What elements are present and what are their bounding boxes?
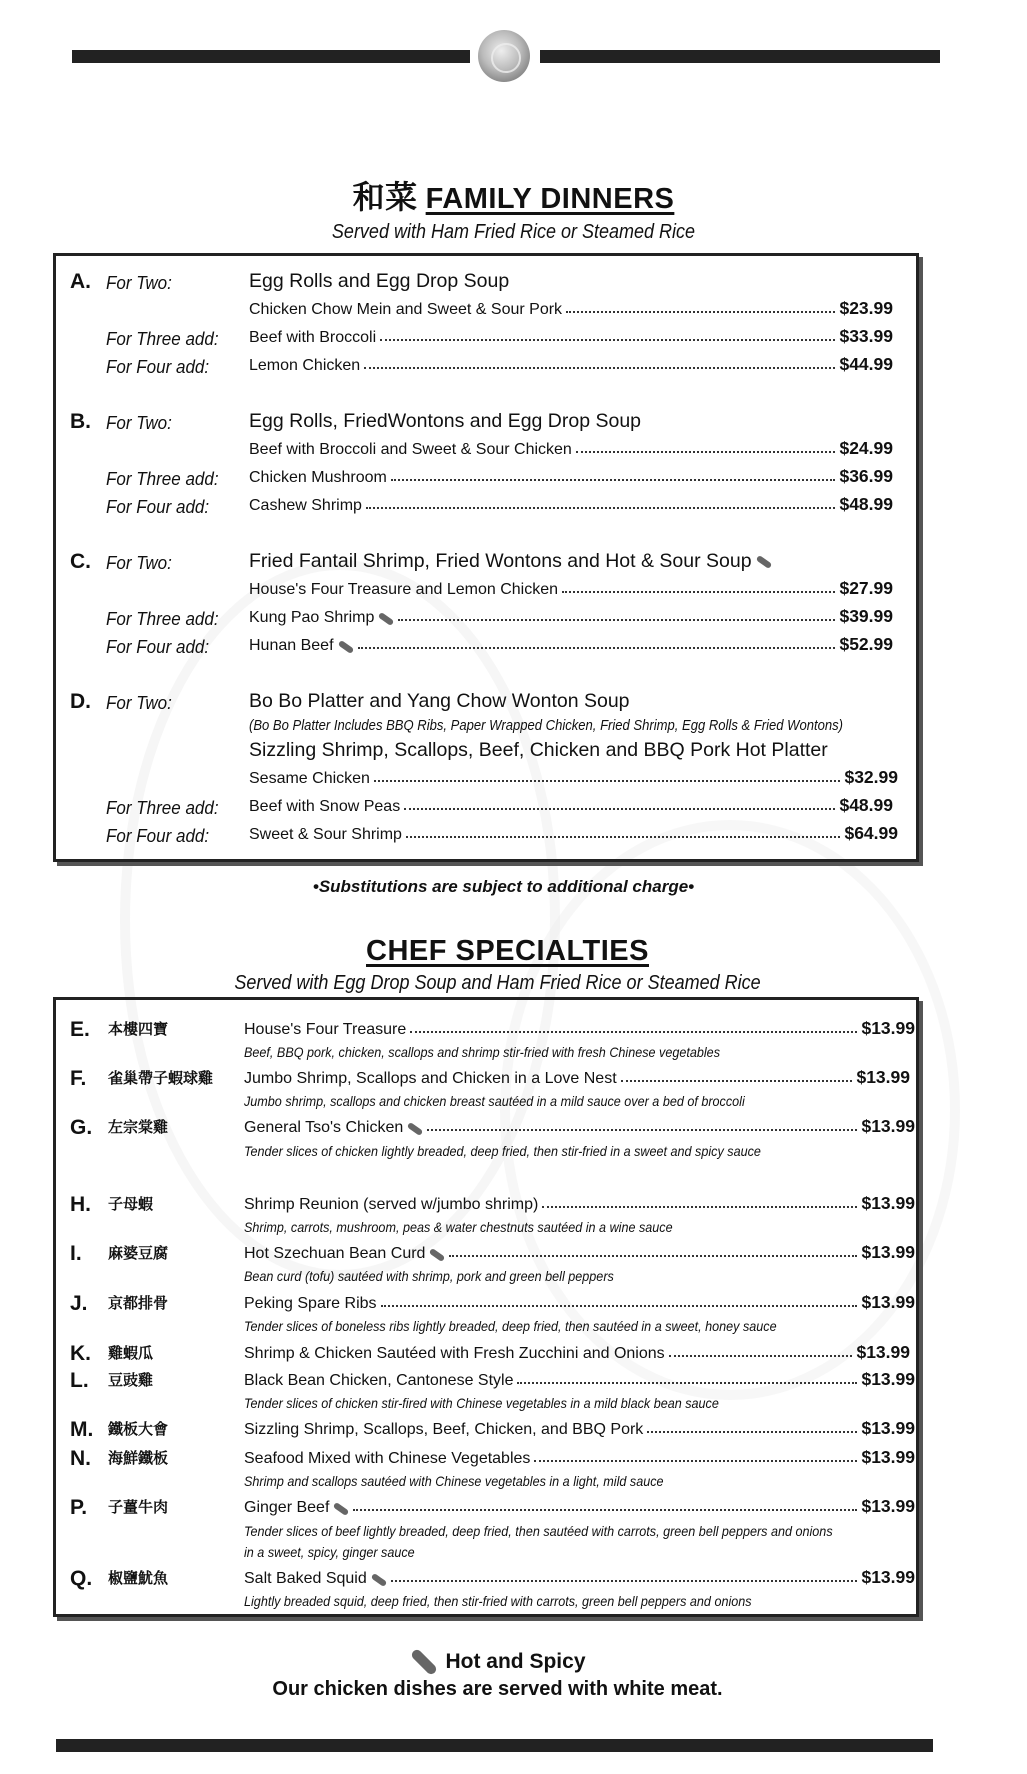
row-label: For Three add: — [106, 468, 219, 489]
item-letter: G. — [70, 1116, 93, 1139]
row-text: Lemon Chicken — [249, 357, 361, 374]
menu-line — [249, 298, 893, 319]
item-price: $13.99 — [861, 1567, 915, 1587]
section-letter: D. — [70, 690, 91, 713]
leader-dots — [621, 1079, 853, 1082]
row-label: For Three add: — [106, 797, 219, 818]
item-name: Shrimp & Chicken Sautéed with Fresh Zucchini and Onions — [244, 1345, 665, 1362]
hot-pepper-icon — [337, 640, 354, 654]
item-cn-name: 京都排骨 — [108, 1294, 169, 1312]
item-name: Seafood Mixed with Chinese Vegetables — [244, 1450, 531, 1467]
item-letter: F. — [70, 1067, 87, 1090]
item-desc: Lightly breaded squid, deep fried, then stir-fried with carrots, green bell peppers and onions — [244, 1593, 752, 1609]
item-cn-name: 鐵板大會 — [108, 1420, 169, 1438]
item-desc: Tender slices of beef lightly breaded, deep fried, then sautéed with carrots, green bell peppers and onions — [244, 1523, 833, 1539]
item-desc: Jumbo shrimp, scallops and chicken breast sautéed in a mild sauce over a bed of broccoli — [244, 1093, 745, 1109]
leader-dots — [669, 1354, 853, 1357]
menu-line — [249, 578, 893, 599]
dragon-seal-icon — [478, 30, 530, 82]
menu-line — [249, 795, 893, 816]
menu-line — [249, 466, 893, 487]
row-text: Cashew Shrimp — [249, 497, 362, 514]
spicy-legend — [0, 1650, 1011, 1674]
leader-dots — [647, 1430, 857, 1433]
item-cn-name: 雀巢帶子蝦球雞 — [108, 1069, 214, 1087]
row-text: Beef with Broccoli and Sweet & Sour Chicken — [249, 441, 572, 458]
item-letter: P. — [70, 1496, 88, 1519]
item-name: General Tso's Chicken — [244, 1119, 404, 1136]
leader-dots — [381, 1304, 858, 1307]
item-name: Jumbo Shrimp, Scallops and Chicken in a Love Nest — [244, 1070, 617, 1087]
hot-pepper-icon — [429, 1248, 446, 1262]
menu-line — [244, 1067, 910, 1088]
bottom-rule — [56, 1739, 933, 1752]
platter-note: (Bo Bo Platter Includes BBQ Ribs, Paper Wrapped Chicken, Fried Shrimp, Egg Rolls & Fried Wontons) — [249, 718, 844, 734]
row-text: Chicken Mushroom — [249, 469, 387, 486]
item-cn-name: 左宗棠雞 — [108, 1118, 169, 1136]
family-dinners-subtitle: Served with Ham Fried Rice or Steamed Rice — [331, 221, 696, 243]
leader-dots — [534, 1459, 857, 1462]
menu-line — [249, 767, 898, 788]
menu-line — [244, 1567, 915, 1588]
row-label: For Three add: — [106, 328, 219, 349]
row-text: Beef with Broccoli — [249, 329, 377, 346]
menu-line — [244, 1418, 915, 1439]
item-letter: E. — [70, 1018, 90, 1041]
leader-dots — [364, 366, 835, 369]
item-price: $13.99 — [861, 1292, 915, 1312]
top-rule-left — [72, 50, 470, 63]
row-text: House's Four Treasure and Lemon Chicken — [249, 581, 558, 598]
leader-dots — [449, 1254, 857, 1257]
item-letter: K. — [70, 1342, 91, 1365]
menu-line — [249, 494, 893, 515]
item-price: $13.99 — [861, 1447, 915, 1467]
row-text: Fried Fantail Shrimp, Fried Wontons and Hot & Sour Soup — [249, 550, 752, 572]
item-letter: M. — [70, 1418, 94, 1441]
section-letter: C. — [70, 550, 91, 573]
row-label: For Four add: — [106, 356, 210, 377]
leader-dots — [562, 590, 835, 593]
menu-line — [244, 1292, 915, 1313]
item-letter: H. — [70, 1193, 91, 1216]
leader-dots — [406, 835, 841, 838]
row-text: Hunan Beef — [249, 637, 334, 654]
item-name: Black Bean Chicken, Cantonese Style — [244, 1372, 514, 1389]
item-name: Ginger Beef — [244, 1499, 330, 1516]
menu-line — [249, 823, 898, 844]
row-price: $36.99 — [839, 466, 893, 486]
item-letter: I. — [70, 1242, 82, 1265]
menu-line — [244, 1116, 915, 1137]
leader-dots — [380, 338, 835, 341]
item-price: $13.99 — [856, 1067, 910, 1087]
menu-line — [244, 1447, 915, 1468]
leader-dots — [353, 1508, 857, 1511]
row-price: $24.99 — [839, 438, 893, 458]
hot-pepper-icon — [378, 612, 395, 626]
leader-dots — [517, 1381, 857, 1384]
leader-dots — [358, 646, 836, 649]
row-label: For Four add: — [106, 636, 210, 657]
menu-line — [249, 438, 893, 459]
section-letter: A. — [70, 270, 91, 293]
menu-line — [244, 1242, 915, 1263]
row-text: Bo Bo Platter and Yang Chow Wonton Soup — [249, 690, 630, 712]
item-name: Salt Baked Squid — [244, 1570, 367, 1587]
menu-line — [249, 606, 893, 627]
item-name: House's Four Treasure — [244, 1021, 407, 1038]
row-label: For Two: — [106, 412, 172, 433]
leader-dots — [374, 779, 841, 782]
row-price: $44.99 — [839, 354, 893, 374]
hot-pepper-icon — [333, 1502, 350, 1516]
row-text: Beef with Snow Peas — [249, 798, 401, 815]
menu-line — [244, 1193, 915, 1214]
chef-specialties-title: CHEF SPECIALTIES — [366, 935, 649, 967]
row-label: For Two: — [106, 272, 172, 293]
item-price: $13.99 — [856, 1342, 910, 1362]
item-cn-name: 子薑牛肉 — [108, 1498, 169, 1516]
substitution-note: •Substitutions are subject to additional charge• — [312, 877, 695, 896]
item-letter: Q. — [70, 1567, 93, 1590]
item-letter: N. — [70, 1447, 91, 1470]
chef-specialties-subtitle: Served with Egg Drop Soup and Ham Fried Rice or Steamed Rice — [234, 972, 761, 994]
leader-dots — [391, 478, 836, 481]
hot-pepper-icon — [370, 1573, 387, 1587]
item-cn-name: 麻婆豆腐 — [108, 1244, 169, 1262]
row-text: Chicken Chow Mein and Sweet & Sour Pork — [249, 301, 563, 318]
item-name: Sizzling Shrimp, Scallops, Beef, Chicken, and BBQ Pork — [244, 1421, 644, 1438]
item-desc: Tender slices of boneless ribs lightly breaded, deep fried, then sautéed in a sweet, honey sauce — [244, 1318, 777, 1334]
leader-dots — [398, 618, 835, 621]
leader-dots — [366, 506, 836, 509]
leader-dots — [391, 1579, 858, 1582]
menu-line — [244, 1018, 915, 1039]
row-price: $27.99 — [839, 578, 893, 598]
item-name: Shrimp Reunion (served w/jumbo shrimp) — [244, 1196, 539, 1213]
hot-pepper-icon — [407, 1122, 424, 1136]
item-desc: Beef, BBQ pork, chicken, scallops and shrimp stir-fried with fresh Chinese vegetables — [244, 1044, 721, 1060]
item-cn-name: 海鮮鐵板 — [108, 1449, 169, 1467]
hot-pepper-icon — [755, 555, 772, 569]
row-price: $33.99 — [839, 326, 893, 346]
row-price: $48.99 — [839, 494, 893, 514]
row-label: For Two: — [106, 692, 172, 713]
leader-dots — [566, 310, 835, 313]
spicy-legend-text: Hot and Spicy — [445, 1650, 586, 1673]
item-cn-name: 子母蝦 — [108, 1195, 154, 1213]
item-desc: Shrimp and scallops sautéed with Chinese vegetables in a light, mild sauce — [244, 1473, 664, 1489]
row-price: $39.99 — [839, 606, 893, 626]
item-price: $13.99 — [861, 1018, 915, 1038]
row-text-spicy — [249, 550, 772, 573]
item-price: $13.99 — [861, 1242, 915, 1262]
item-desc: Tender slices of chicken stir-fired with Chinese vegetables in a mild black bean sauce — [244, 1395, 719, 1411]
leader-dots — [542, 1205, 857, 1208]
item-cn-name: 豆豉雞 — [108, 1371, 154, 1389]
row-text: Kung Pao Shrimp — [249, 609, 375, 626]
white-meat-note: Our chicken dishes are served with white meat. — [272, 1678, 723, 1700]
top-rule-right — [540, 50, 940, 63]
item-price: $13.99 — [861, 1193, 915, 1213]
row-label: For Two: — [106, 552, 172, 573]
menu-line — [249, 354, 893, 375]
item-price: $13.99 — [861, 1496, 915, 1516]
row-price: $52.99 — [839, 634, 893, 654]
item-cn-name: 椒鹽魷魚 — [108, 1569, 169, 1587]
family-dinners-title: 和菜 FAMILY DINNERS — [352, 178, 675, 216]
item-price: $13.99 — [861, 1418, 915, 1438]
leader-dots — [404, 807, 835, 810]
row-label: For Four add: — [106, 825, 210, 846]
item-desc: Tender slices of chicken lightly breaded, deep fried, then stir-fried in a sweet and spicy sauce — [244, 1143, 761, 1159]
menu-line — [244, 1342, 910, 1363]
menu-line — [244, 1369, 915, 1390]
item-name: Peking Spare Ribs — [244, 1295, 377, 1312]
item-name: Hot Szechuan Bean Curd — [244, 1245, 426, 1262]
item-cn-name: 本樓四寶 — [108, 1020, 169, 1038]
menu-line — [249, 634, 893, 655]
row-text: Sesame Chicken — [249, 770, 370, 787]
row-text: Sweet & Sour Shrimp — [249, 826, 402, 843]
item-letter: L. — [70, 1369, 89, 1392]
item-desc-cont: in a sweet, spicy, ginger sauce — [244, 1544, 415, 1560]
menu-line — [244, 1496, 915, 1517]
row-price: $64.99 — [844, 823, 898, 843]
section-letter: B. — [70, 410, 91, 433]
item-cn-name: 雞蝦瓜 — [108, 1344, 154, 1362]
row-price: $32.99 — [844, 767, 898, 787]
family-cn-title: 和菜 — [352, 178, 418, 216]
hot-pepper-icon — [410, 1648, 438, 1676]
row-text: Sizzling Shrimp, Scallops, Beef, Chicken and BBQ Pork Hot Platter — [249, 739, 828, 761]
leader-dots — [576, 450, 836, 453]
row-label: For Three add: — [106, 608, 219, 629]
item-price: $13.99 — [861, 1369, 915, 1389]
menu-line — [249, 326, 893, 347]
item-desc: Bean curd (tofu) sautéed with shrimp, pork and green bell peppers — [244, 1268, 614, 1284]
row-price: $48.99 — [839, 795, 893, 815]
item-price: $13.99 — [861, 1116, 915, 1136]
item-desc: Shrimp, carrots, mushroom, peas & water chestnuts sautéed in a wine sauce — [244, 1219, 673, 1235]
row-price: $23.99 — [839, 298, 893, 318]
item-letter: J. — [70, 1292, 88, 1315]
row-text: Egg Rolls and Egg Drop Soup — [249, 270, 510, 292]
row-text: Egg Rolls, FriedWontons and Egg Drop Soup — [249, 410, 642, 432]
row-label: For Four add: — [106, 496, 210, 517]
leader-dots — [427, 1128, 857, 1131]
leader-dots — [410, 1030, 857, 1033]
